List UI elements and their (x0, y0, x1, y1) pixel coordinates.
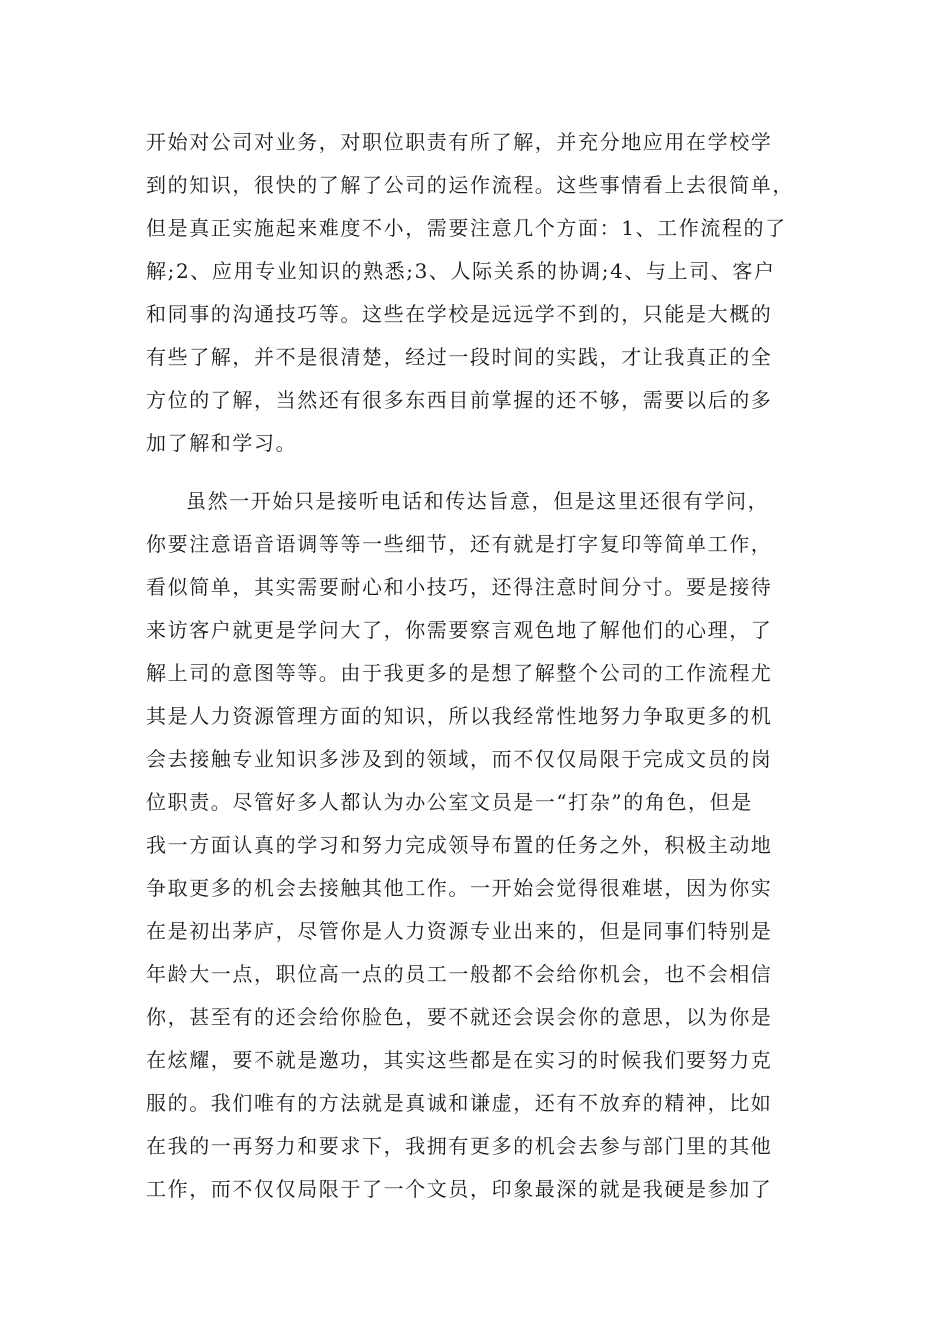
paragraph-2-line-7: 会去接触专业知识多涉及到的领域，而不仅仅局限于完成文员的岗 (146, 747, 773, 771)
paragraph-1-line-7: 方位的了解，当然还有很多东西目前掌握的还不够，需要以后的多 (146, 388, 773, 412)
paragraph-1-line-3: 但是真正实施起来难度不小，需要注意几个方面：1、工作流程的了 (146, 216, 787, 240)
paragraph-1-line-8: 加了解和学习。 (146, 431, 298, 455)
paragraph-1-line-1: 开始对公司对业务，对职位职责有所了解，并充分地应用在学校学 (146, 130, 773, 154)
paragraph-2-line-9: 我一方面认真的学习和努力完成领导布置的任务之外，积极主动地 (146, 833, 773, 857)
paragraph-2-line-17: 工作，而不仅仅局限于了一个文员，印象最深的就是我硬是参加了 (146, 1177, 773, 1201)
paragraph-2-line-12: 年龄大一点，职位高一点的员工一般都不会给你机会，也不会相信 (146, 962, 773, 986)
paragraph-2-line-16: 在我的一再努力和要求下，我拥有更多的机会去参与部门里的其他 (146, 1134, 773, 1158)
paragraph-2-line-15: 服的。我们唯有的方法就是真诚和谦虚，还有不放弃的精神，比如 (146, 1091, 773, 1115)
paragraph-2-line-6: 其是人力资源管理方面的知识，所以我经常性地努力争取更多的机 (146, 704, 773, 728)
paragraph-2-line-8: 位职责。尽管好多人都认为办公室文员是一“打杂”的角色，但是 (146, 790, 753, 814)
paragraph-2-line-14: 在炫耀，要不就是邀功，其实这些都是在实习的时候我们要努力克 (146, 1048, 773, 1072)
paragraph-1-line-6: 有些了解，并不是很清楚，经过一段时间的实践，才让我真正的全 (146, 345, 773, 369)
paragraph-2-line-5: 解上司的意图等等。由于我更多的是想了解整个公司的工作流程尤 (146, 661, 773, 685)
paragraph-2-line-11: 在是初出茅庐，尽管你是人力资源专业出来的，但是同事们特别是 (146, 919, 773, 943)
paragraph-2-line-1: 虽然一开始只是接听电话和传达旨意，但是这里还很有学问， (186, 489, 770, 513)
paragraph-2-line-10: 争取更多的机会去接触其他工作。一开始会觉得很难堪，因为你实 (146, 876, 773, 900)
paragraph-1-line-4: 解;2、应用专业知识的熟悉;3、人际关系的协调;4、与上司、客户 (146, 259, 776, 283)
paragraph-2-line-13: 你，甚至有的还会给你脸色，要不就还会误会你的意思，以为你是 (146, 1005, 773, 1029)
paragraph-2-line-2: 你要注意语音语调等等一些细节，还有就是打字复印等简单工作， (146, 532, 773, 556)
paragraph-2-line-3: 看似简单，其实需要耐心和小技巧，还得注意时间分寸。要是接待 (146, 575, 773, 599)
paragraph-1-line-2: 到的知识，很快的了解了公司的运作流程。这些事情看上去很简单， (146, 173, 794, 197)
paragraph-2-line-4: 来访客户就更是学问大了，你需要察言观色地了解他们的心理，了 (146, 618, 773, 642)
paragraph-1-line-5: 和同事的沟通技巧等。这些在学校是远远学不到的，只能是大概的 (146, 302, 773, 326)
